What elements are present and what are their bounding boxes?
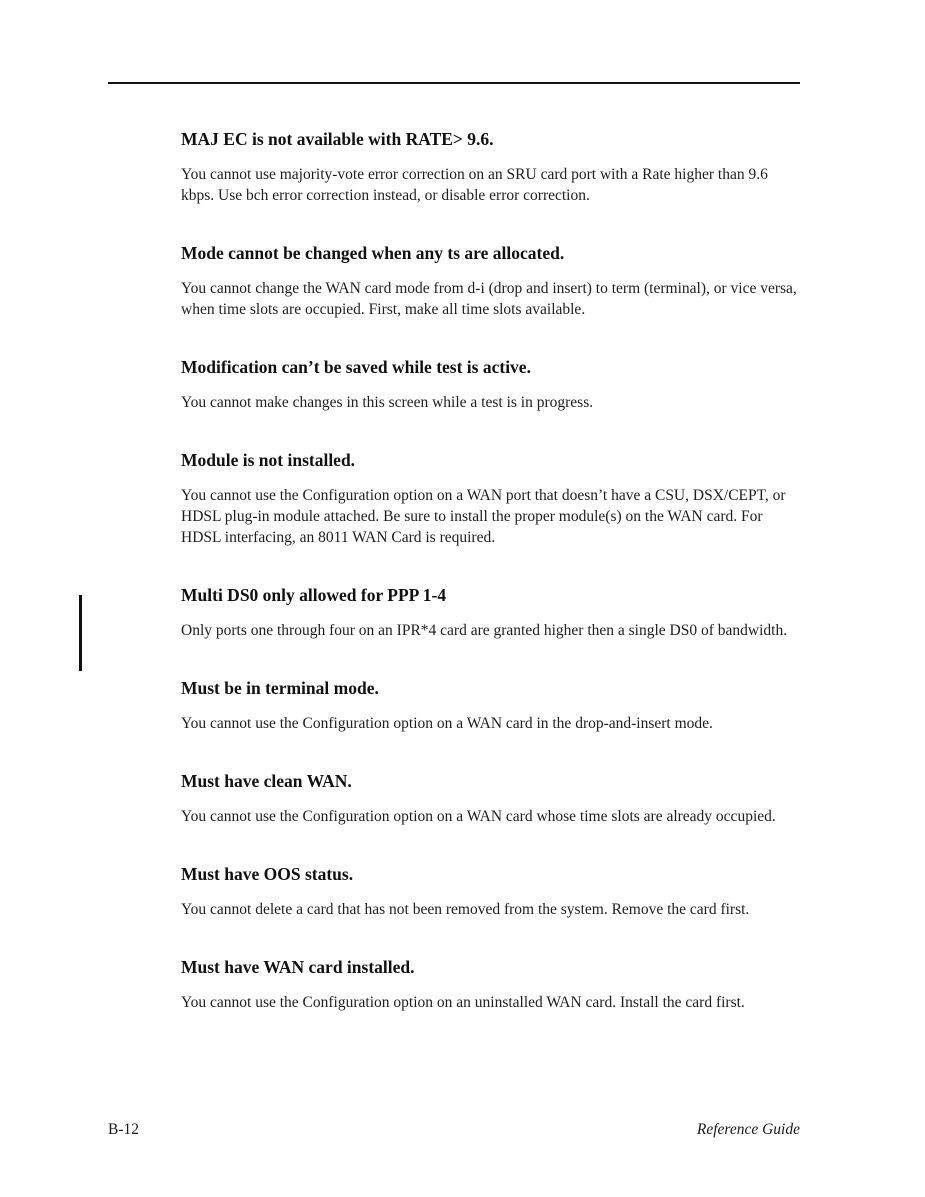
page-number: B-12 xyxy=(108,1121,139,1138)
header-rule xyxy=(108,82,800,84)
message-description: You cannot make changes in this screen while a test is in progress. xyxy=(181,394,594,411)
message-entry xyxy=(181,863,801,920)
message-heading: Module is not installed. xyxy=(181,450,356,470)
message-heading: Must be in terminal mode. xyxy=(181,678,379,698)
message-heading: Must have WAN card installed. xyxy=(181,957,415,977)
message-entry xyxy=(181,770,801,827)
message-entry xyxy=(181,677,801,734)
message-heading: Mode cannot be changed when any ts are allocated. xyxy=(181,243,565,263)
message-description: You cannot use the Configuration option on a WAN port that doesn’t have a CSU, DSX/CEPT, or HDSL plug-in module attached. Be sure to install the proper module(s) on the WAN card. For HDSL interfacing, an 8011 WAN Card is required. xyxy=(181,487,786,546)
message-heading: MAJ EC is not available with RATE> 9.6. xyxy=(181,129,494,149)
message-entry xyxy=(181,956,801,1013)
document-title: Reference Guide xyxy=(696,1121,800,1138)
message-entry xyxy=(181,128,801,206)
message-description: You cannot use majority-vote error correction on an SRU card port with a Rate higher than 9.6 kbps. Use bch error correction instead, or disable error correction. xyxy=(181,166,768,204)
message-heading: Must have clean WAN. xyxy=(181,771,352,791)
message-description: Only ports one through four on an IPR*4 card are granted higher then a single DS0 of bandwidth. xyxy=(181,622,788,639)
message-description: You cannot change the WAN card mode from d-i (drop and insert) to term (terminal), or vice versa, when time slots are occupied. First, make all time slots available. xyxy=(181,280,797,318)
message-entry xyxy=(181,242,801,320)
message-heading: Multi DS0 only allowed for PPP 1-4 xyxy=(181,585,447,605)
message-entry xyxy=(181,584,801,641)
message-entry xyxy=(181,449,801,548)
change-bar xyxy=(79,595,82,671)
message-description: You cannot use the Configuration option on a WAN card whose time slots are already occupied. xyxy=(181,808,776,825)
message-entry xyxy=(181,356,801,413)
message-description: You cannot use the Configuration option on an uninstalled WAN card. Install the card first. xyxy=(181,994,745,1011)
message-description: You cannot use the Configuration option on a WAN card in the drop-and-insert mode. xyxy=(181,715,713,732)
message-heading: Must have OOS status. xyxy=(181,864,354,884)
message-description: You cannot delete a card that has not been removed from the system. Remove the card first. xyxy=(181,901,750,918)
message-list xyxy=(181,128,801,1049)
message-heading: Modification can’t be saved while test is active. xyxy=(181,357,531,377)
